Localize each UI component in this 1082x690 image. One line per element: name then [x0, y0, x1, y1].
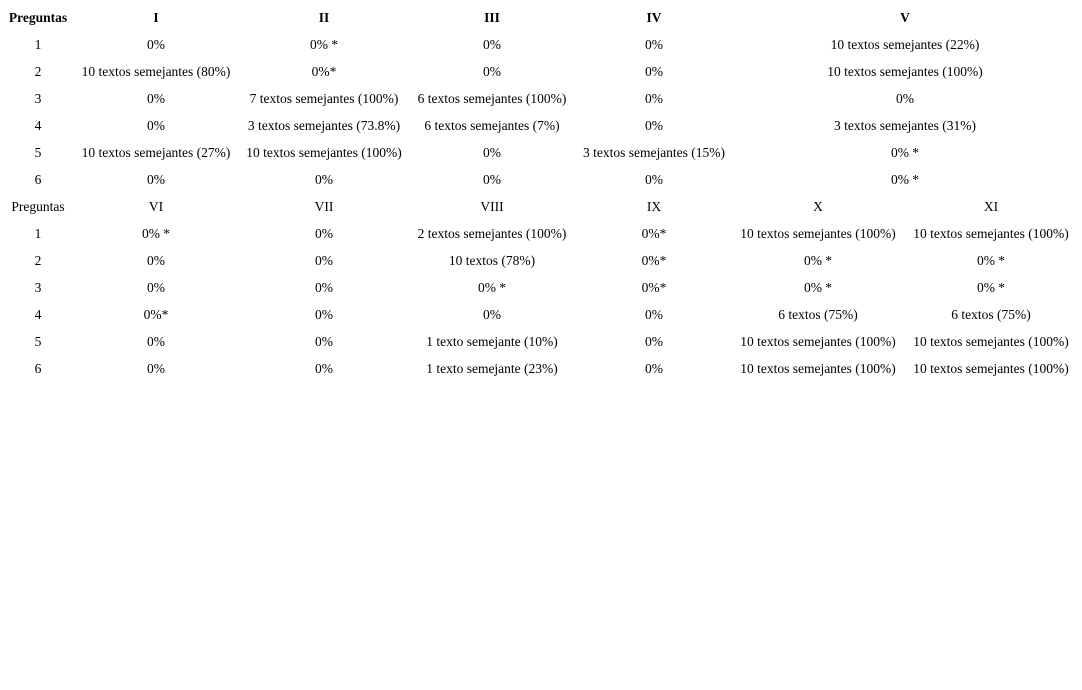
table-cell: 0% [147, 90, 165, 106]
table-row [4, 31, 1078, 58]
table-cell: 0% [147, 252, 165, 268]
table-cell: 2 textos semejantes (100%) [417, 225, 567, 241]
table-cell: 0% [147, 360, 165, 376]
table-cell: 0% [315, 171, 333, 187]
table-row [4, 247, 1078, 274]
table-cell: 10 textos semejantes (80%) [81, 63, 231, 79]
table-cell: 0% [147, 279, 165, 295]
header-cell-preguntas: Preguntas [11, 198, 65, 214]
header-cell-v: V [900, 9, 910, 25]
table-row [4, 328, 1078, 355]
table-cell: 1 texto semejante (23%) [426, 360, 558, 376]
header-cell-ix: IX [646, 198, 662, 214]
table-cell: 0% [645, 171, 663, 187]
table-cell: 0% [483, 63, 501, 79]
table-cell: 6 textos (75%) [778, 306, 858, 322]
table-cell: 3 textos semejantes (73.8%) [247, 117, 401, 133]
table-cell: 6 textos semejantes (100%) [417, 90, 567, 106]
table-row [4, 166, 1078, 193]
header-cell-viii: VIII [480, 198, 504, 214]
table-cell: 0% [645, 63, 663, 79]
header-cell-x: X [813, 198, 823, 214]
table-cell: 5 [34, 144, 42, 160]
table-cell: 0% [896, 90, 914, 106]
table-cell: 10 textos semejantes (100%) [740, 360, 896, 376]
table-cell: 0% [147, 333, 165, 349]
table-cell: 2 [34, 252, 42, 268]
table-cell: 6 textos (75%) [951, 306, 1031, 322]
table-cell: 0% [645, 117, 663, 133]
table-cell: 0% [315, 360, 333, 376]
table-cell: 6 [34, 171, 42, 187]
table-cell: 10 textos semejantes (100%) [913, 225, 1069, 241]
table-row [4, 85, 1078, 112]
table-cell: 0% [645, 360, 663, 376]
table-cell: 0% * [141, 225, 171, 241]
table-cell: 0% * [309, 36, 339, 52]
table-cell: 0% [147, 36, 165, 52]
table-cell: 3 [34, 279, 42, 295]
table-cell: 0% * [976, 279, 1006, 295]
table-cell: 10 textos semejantes (100%) [740, 333, 896, 349]
table-cell: 0% [315, 225, 333, 241]
table-cell: 1 [34, 36, 42, 52]
table-cell: 10 textos semejantes (27%) [81, 144, 231, 160]
table-cell: 10 textos semejantes (100%) [913, 360, 1069, 376]
table-cell: 3 textos semejantes (15%) [582, 144, 726, 160]
table-row [4, 139, 1078, 166]
table-cell: 0%* [641, 225, 667, 241]
table-cell: 10 textos semejantes (22%) [830, 36, 980, 52]
table-row [4, 112, 1078, 139]
table-cell: 1 texto semejante (10%) [426, 333, 558, 349]
table-cell: 0% * [976, 252, 1006, 268]
table-cell: 10 textos semejantes (100%) [740, 225, 896, 241]
table-cell: 4 [34, 306, 42, 322]
table-row [4, 58, 1078, 85]
table-cell: 10 textos semejantes (100%) [913, 333, 1069, 349]
table-row [4, 301, 1078, 328]
table-cell: 10 textos semejantes (100%) [827, 63, 983, 79]
table-cell: 3 textos semejantes (31%) [833, 117, 977, 133]
header-cell-vi: VI [148, 198, 164, 214]
table-cell: 0% [645, 36, 663, 52]
header-cell-preguntas: Preguntas [8, 9, 68, 25]
header-cell-xi: XI [983, 198, 999, 214]
table-cell: 7 textos semejantes (100%) [249, 90, 399, 106]
table-cell: 0% [645, 333, 663, 349]
table-row [4, 355, 1078, 382]
table-cell: 0% [483, 306, 501, 322]
table-cell: 5 [34, 333, 42, 349]
table-cell: 2 [34, 63, 42, 79]
results-table [4, 4, 1078, 382]
table-cell: 0% * [890, 171, 920, 187]
table-cell: 0% [315, 333, 333, 349]
header-cell-i: I [153, 9, 159, 25]
table-cell: 0% [483, 36, 501, 52]
table-cell: 0%* [311, 63, 337, 79]
table-cell: 0% * [890, 144, 920, 160]
header-cell-ii: II [318, 9, 330, 25]
table-cell: 0% [483, 171, 501, 187]
table-cell: 0% [315, 306, 333, 322]
table-cell: 0% * [803, 252, 833, 268]
table-cell: 0% * [803, 279, 833, 295]
table-cell: 0% [315, 252, 333, 268]
table-cell: 0% [483, 144, 501, 160]
table-row [4, 274, 1078, 301]
table-cell: 10 textos (78%) [448, 252, 536, 268]
table-cell: 0% [645, 90, 663, 106]
table-cell: 6 [34, 360, 42, 376]
table-cell: 0% * [477, 279, 507, 295]
header-cell-vii: VII [314, 198, 334, 214]
table-cell: 0% [147, 117, 165, 133]
table-cell: 3 [34, 90, 42, 106]
table-row [4, 220, 1078, 247]
table-cell: 10 textos semejantes (100%) [246, 144, 402, 160]
header-cell-iv: IV [646, 9, 662, 25]
table-cell: 0% [645, 306, 663, 322]
table-cell: 1 [34, 225, 42, 241]
header-row-2 [4, 193, 1078, 220]
table-cell: 0%* [641, 279, 667, 295]
table-cell: 0% [315, 279, 333, 295]
table-cell: 4 [34, 117, 42, 133]
header-row-1 [4, 4, 1078, 31]
header-cell-iii: III [484, 9, 500, 25]
table-cell: 0% [147, 171, 165, 187]
table-cell: 6 textos semejantes (7%) [424, 117, 560, 133]
table-cell: 0%* [143, 306, 169, 322]
table-cell: 0%* [641, 252, 667, 268]
